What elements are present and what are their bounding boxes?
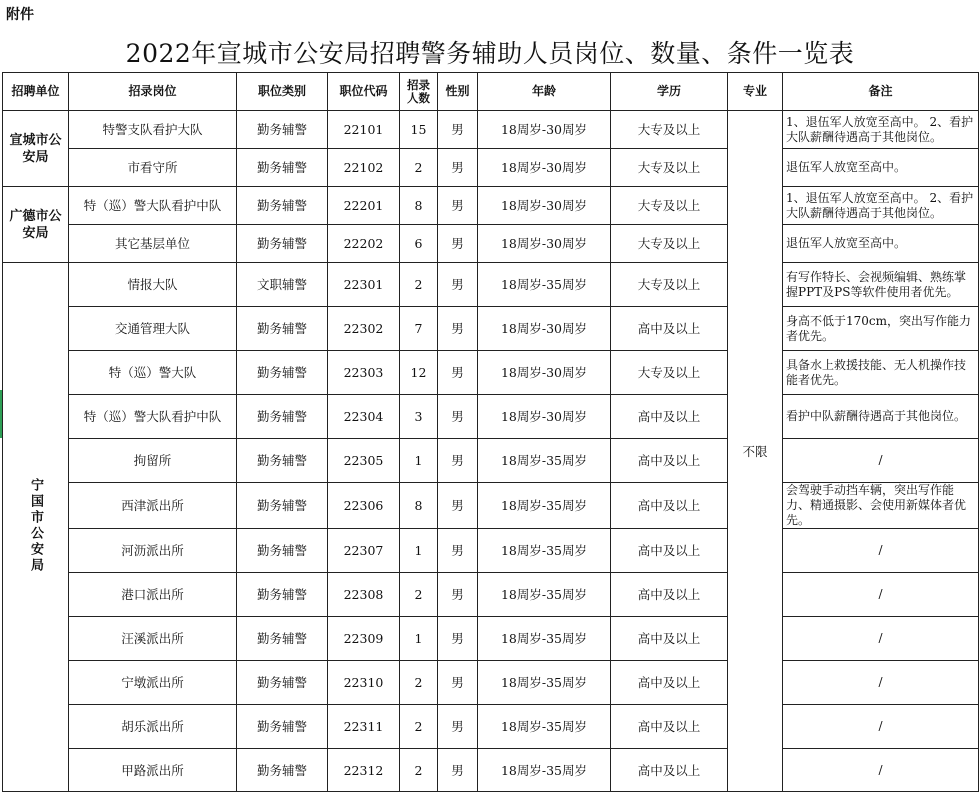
cell-education: 高中及以上 [611, 395, 728, 439]
cell-remarks: 1、退伍军人放宽至高中。 2、看护大队薪酬待遇高于其他岗位。 [783, 187, 979, 225]
table-row [3, 439, 979, 483]
header-unit: 招聘单位 [3, 73, 69, 111]
cell-code: 22308 [328, 573, 400, 617]
table-row [3, 483, 979, 529]
cell-remarks: 1、退伍军人放宽至高中。 2、看护大队薪酬待遇高于其他岗位。 [783, 111, 979, 149]
cell-code: 22307 [328, 529, 400, 573]
cell-code: 22311 [328, 705, 400, 749]
cell-code: 22101 [328, 111, 400, 149]
cell-education: 高中及以上 [611, 617, 728, 661]
cell-age: 18周岁-30周岁 [478, 111, 611, 149]
cell-count: 7 [400, 307, 438, 351]
header-age: 年龄 [478, 73, 611, 111]
table-row [3, 263, 979, 307]
cell-category: 勤务辅警 [237, 111, 328, 149]
cell-category: 勤务辅警 [237, 439, 328, 483]
cell-gender: 男 [438, 187, 478, 225]
cell-gender: 男 [438, 307, 478, 351]
unit-cell [3, 187, 69, 263]
cell-category: 勤务辅警 [237, 225, 328, 263]
cell-age: 18周岁-35周岁 [478, 573, 611, 617]
cell-gender: 男 [438, 573, 478, 617]
cell-gender: 男 [438, 617, 478, 661]
cell-position: 其它基层单位 [69, 225, 237, 263]
unit-cell [3, 263, 69, 792]
cell-age: 18周岁-35周岁 [478, 749, 611, 792]
cell-position: 交通管理大队 [69, 307, 237, 351]
cell-count: 1 [400, 529, 438, 573]
header-code: 职位代码 [328, 73, 400, 111]
cell-category: 勤务辅警 [237, 529, 328, 573]
cell-position: 拘留所 [69, 439, 237, 483]
major-cell: 不限 [728, 111, 783, 792]
cell-gender: 男 [438, 439, 478, 483]
attachment-label: 附件 [6, 7, 34, 23]
table-row [3, 225, 979, 263]
cell-code: 22312 [328, 749, 400, 792]
table-row [3, 187, 979, 225]
cell-gender: 男 [438, 351, 478, 395]
cell-code: 22201 [328, 187, 400, 225]
cell-code: 22304 [328, 395, 400, 439]
cell-code: 22302 [328, 307, 400, 351]
cell-category: 勤务辅警 [237, 149, 328, 187]
cell-remarks: 看护中队薪酬待遇高于其他岗位。 [783, 395, 979, 439]
cell-count: 12 [400, 351, 438, 395]
unit-name: 宁国市公安局 [28, 477, 43, 574]
cell-age: 18周岁-30周岁 [478, 395, 611, 439]
cell-gender: 男 [438, 225, 478, 263]
cell-position: 宁墩派出所 [69, 661, 237, 705]
cell-age: 18周岁-35周岁 [478, 617, 611, 661]
cell-remarks: 退伍军人放宽至高中。 [783, 225, 979, 263]
cell-category: 勤务辅警 [237, 483, 328, 529]
cell-count: 1 [400, 617, 438, 661]
cell-position: 西津派出所 [69, 483, 237, 529]
cell-age: 18周岁-35周岁 [478, 705, 611, 749]
header-count: 招录人数 [400, 73, 438, 111]
cell-age: 18周岁-30周岁 [478, 225, 611, 263]
cell-age: 18周岁-30周岁 [478, 351, 611, 395]
cell-remarks: / [783, 617, 979, 661]
cell-position: 情报大队 [69, 263, 237, 307]
cell-category: 勤务辅警 [237, 307, 328, 351]
cell-gender: 男 [438, 149, 478, 187]
cell-count: 2 [400, 573, 438, 617]
cell-remarks: 有写作特长、会视频编辑、熟练掌握PPT及PS等软件使用者优先。 [783, 263, 979, 307]
cell-category: 勤务辅警 [237, 187, 328, 225]
cell-category: 勤务辅警 [237, 395, 328, 439]
cell-count: 15 [400, 111, 438, 149]
cell-remarks: / [783, 529, 979, 573]
cell-category: 勤务辅警 [237, 749, 328, 792]
table-row [3, 529, 979, 573]
cell-code: 22202 [328, 225, 400, 263]
cell-position: 特（巡）警大队看护中队 [69, 187, 237, 225]
header-position: 招录岗位 [69, 73, 237, 111]
table-row [3, 661, 979, 705]
cell-education: 高中及以上 [611, 307, 728, 351]
header-education: 学历 [611, 73, 728, 111]
cell-category: 文职辅警 [237, 263, 328, 307]
cell-count: 2 [400, 149, 438, 187]
cell-code: 22305 [328, 439, 400, 483]
unit-cell [3, 111, 69, 187]
cell-gender: 男 [438, 395, 478, 439]
table-row [3, 573, 979, 617]
cell-gender: 男 [438, 483, 478, 529]
cell-gender: 男 [438, 705, 478, 749]
cell-education: 大专及以上 [611, 149, 728, 187]
recruitment-table [2, 72, 979, 792]
table-row [3, 617, 979, 661]
cell-remarks: 身高不低于170cm，突出写作能力者优先。 [783, 307, 979, 351]
cell-position: 市看守所 [69, 149, 237, 187]
cell-count: 8 [400, 187, 438, 225]
cell-remarks: 退伍军人放宽至高中。 [783, 149, 979, 187]
cell-category: 勤务辅警 [237, 351, 328, 395]
table-row [3, 149, 979, 187]
cell-count: 6 [400, 225, 438, 263]
cell-gender: 男 [438, 749, 478, 792]
cell-gender: 男 [438, 529, 478, 573]
cell-education: 大专及以上 [611, 263, 728, 307]
cell-position: 胡乐派出所 [69, 705, 237, 749]
cell-age: 18周岁-30周岁 [478, 307, 611, 351]
table-row [3, 749, 979, 792]
cell-age: 18周岁-35周岁 [478, 661, 611, 705]
table-row [3, 395, 979, 439]
cell-education: 高中及以上 [611, 705, 728, 749]
cell-remarks: 会驾驶手动挡车辆，突出写作能力、精通摄影、会使用新媒体者优先。 [783, 483, 979, 529]
cell-age: 18周岁-35周岁 [478, 263, 611, 307]
cell-code: 22310 [328, 661, 400, 705]
cell-category: 勤务辅警 [237, 661, 328, 705]
cell-education: 高中及以上 [611, 483, 728, 529]
cell-position: 特（巡）警大队 [69, 351, 237, 395]
cell-position: 特（巡）警大队看护中队 [69, 395, 237, 439]
cell-age: 18周岁-35周岁 [478, 529, 611, 573]
cell-remarks: / [783, 661, 979, 705]
cell-education: 高中及以上 [611, 749, 728, 792]
cell-code: 22309 [328, 617, 400, 661]
unit-name: 广德市公安局 [9, 208, 62, 241]
header-gender: 性别 [438, 73, 478, 111]
cell-count: 1 [400, 439, 438, 483]
header-category: 职位类别 [237, 73, 328, 111]
cell-gender: 男 [438, 263, 478, 307]
cell-count: 8 [400, 483, 438, 529]
cell-count: 2 [400, 749, 438, 792]
cell-gender: 男 [438, 661, 478, 705]
cell-education: 高中及以上 [611, 661, 728, 705]
cell-code: 22301 [328, 263, 400, 307]
cell-age: 18周岁-35周岁 [478, 483, 611, 529]
cell-code: 22306 [328, 483, 400, 529]
page-title: 2022年宣城市公安局招聘警务辅助人员岗位、数量、条件一览表 [125, 39, 855, 68]
cell-remarks: / [783, 705, 979, 749]
table-row [3, 111, 979, 149]
cell-position: 特警支队看护大队 [69, 111, 237, 149]
cell-education: 大专及以上 [611, 111, 728, 149]
header-row [3, 73, 979, 111]
cell-remarks: / [783, 439, 979, 483]
cell-age: 18周岁-30周岁 [478, 149, 611, 187]
cell-gender: 男 [438, 111, 478, 149]
cell-age: 18周岁-35周岁 [478, 439, 611, 483]
cell-education: 大专及以上 [611, 187, 728, 225]
cell-count: 2 [400, 263, 438, 307]
cell-code: 22102 [328, 149, 400, 187]
cell-position: 汪溪派出所 [69, 617, 237, 661]
unit-name: 宣城市公安局 [9, 132, 62, 165]
cell-category: 勤务辅警 [237, 705, 328, 749]
cell-code: 22303 [328, 351, 400, 395]
table-row [3, 705, 979, 749]
table-row [3, 307, 979, 351]
cell-count: 2 [400, 661, 438, 705]
cell-position: 港口派出所 [69, 573, 237, 617]
cell-category: 勤务辅警 [237, 573, 328, 617]
cell-position: 甲路派出所 [69, 749, 237, 792]
cell-education: 高中及以上 [611, 529, 728, 573]
cell-education: 高中及以上 [611, 439, 728, 483]
header-major: 专业 [728, 73, 783, 111]
cell-education: 高中及以上 [611, 573, 728, 617]
header-remarks: 备注 [783, 73, 979, 111]
cell-count: 3 [400, 395, 438, 439]
cell-remarks: / [783, 749, 979, 792]
table-row [3, 351, 979, 395]
cell-count: 2 [400, 705, 438, 749]
cell-education: 大专及以上 [611, 225, 728, 263]
cell-position: 河沥派出所 [69, 529, 237, 573]
cell-remarks: 具备水上救援技能、无人机操作技能者优先。 [783, 351, 979, 395]
cell-category: 勤务辅警 [237, 617, 328, 661]
cell-age: 18周岁-30周岁 [478, 187, 611, 225]
cell-remarks: / [783, 573, 979, 617]
cell-education: 大专及以上 [611, 351, 728, 395]
